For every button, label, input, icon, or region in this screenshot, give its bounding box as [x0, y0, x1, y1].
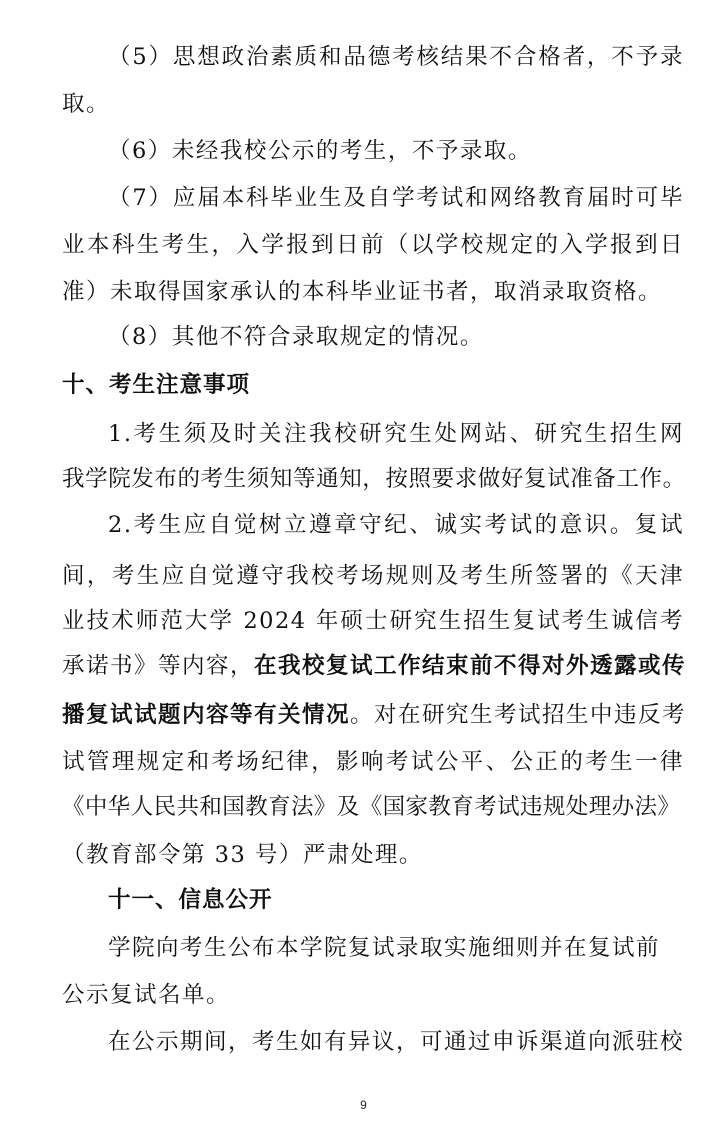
paragraph-line: 公示复试名单。: [62, 982, 231, 1008]
section-heading: 十一、信息公开: [108, 887, 273, 913]
paragraph-line: 《中华人民共和国教育法》及《国家教育考试违规处理办法》: [62, 794, 681, 820]
section-heading: 十、考生注意事项: [62, 372, 251, 398]
paragraph-line: （6）未经我校公示的考生，不予录取。: [108, 138, 532, 164]
paragraph-line: [62, 700, 687, 730]
paragraph-line: （教育部令第 33 号）严肃处理。: [62, 842, 423, 868]
paragraph-line: 业技术师范大学 2024 年硕士研究生招生复试考生诚信考: [62, 608, 684, 634]
plain-text: 承诺书》等内容，: [62, 653, 255, 679]
paragraph-line: 业本科生考生，入学报到日前（以学校规定的入学报到日: [62, 232, 684, 258]
paragraph-line: [62, 651, 687, 681]
paragraph-line: （7）应届本科毕业生及自学考试和网络教育届时可毕: [108, 185, 684, 211]
paragraph-line: 取。: [62, 91, 111, 117]
paragraph-line: 准）未取得国家承认的本科毕业证书者，取消录取资格。: [62, 279, 663, 305]
paragraph-line: 2.考生应自觉树立遵章守纪、诚实考试的意识。复试: [108, 512, 684, 538]
paragraph-line: 学院向考生公布本学院复试录取实施细则并在复试前: [108, 935, 661, 961]
bold-text: 在我校复试工作结束前不得对外透露或传: [254, 653, 687, 679]
paragraph-line: 试管理规定和考场纪律，影响考试公平、公正的考生一律: [62, 749, 684, 775]
paragraph-line: 间，考生应自觉遵守我校考场规则及考生所签署的《天津: [62, 563, 684, 589]
plain-text: 。对在研究生考试招生中违反考: [350, 702, 687, 728]
bold-text: 播复试试题内容等有关情况: [62, 702, 351, 728]
paragraph-line: （8）其他不符合录取规定的情况。: [108, 324, 484, 350]
page-number: 9: [360, 1098, 367, 1112]
paragraph-line: （5）思想政治素质和品德考核结果不合格者，不予录: [108, 44, 684, 70]
paragraph-line: 1.考生须及时关注我校研究生处网站、研究生招生网: [108, 421, 684, 447]
paragraph-line: 我学院发布的考生须知等通知，按照要求做好复试准备工作。: [62, 466, 686, 492]
paragraph-line: 在公示期间，考生如有异议，可通过申诉渠道向派驻校: [108, 1029, 684, 1055]
